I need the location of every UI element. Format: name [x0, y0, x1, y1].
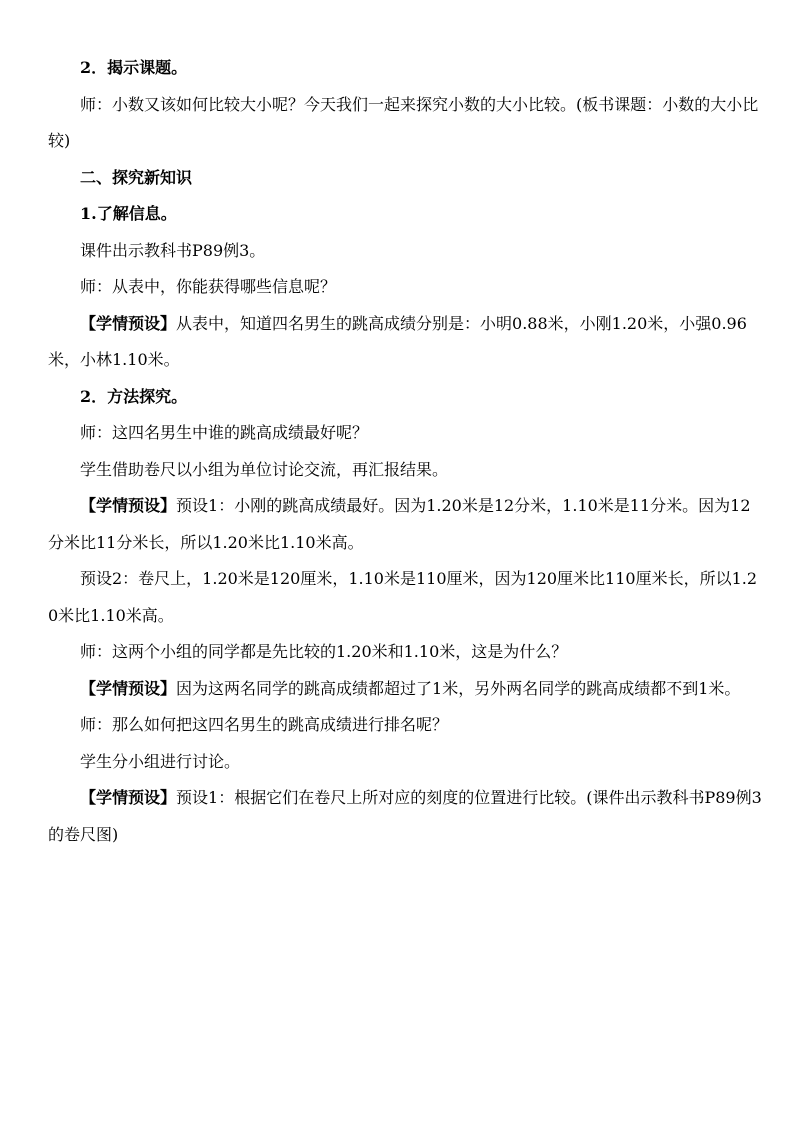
paragraph-student-preset	[48, 306, 764, 379]
paragraph-bold-text: 【学情预设】	[80, 313, 177, 333]
paragraph-bold-text: 【学情预设】	[80, 788, 177, 807]
paragraph	[48, 634, 764, 671]
paragraph-text: 从表中，知道四名男生的跳高成绩分别是：小明0.88米，小刚1.20米，小强0.96米，小林1.10米。	[48, 313, 747, 369]
paragraph	[48, 415, 764, 452]
paragraph-text: 预设1：小刚的跳高成绩最好。因为1.20米是12分米，1.10米是11分米。因为12分米比11分米长，所以1.20米比1.10米高。	[48, 496, 751, 552]
paragraph	[48, 561, 764, 634]
lesson-plan-body	[48, 50, 764, 853]
paragraph	[48, 744, 764, 781]
paragraph	[48, 269, 764, 306]
paragraph-text: 预设1：根据它们在卷尺上所对应的刻度的位置进行比较。(课件出示教科书P89例3的卷尺图)	[48, 788, 762, 844]
paragraph-bold-text: 2．方法探究。	[80, 386, 188, 406]
paragraph	[48, 87, 764, 160]
paragraph-student-preset	[48, 780, 764, 853]
paragraph-student-preset	[48, 671, 764, 708]
paragraph-bold-text: 二、探究新知识	[80, 167, 193, 187]
subheading-understand-info	[48, 196, 764, 233]
paragraph-text: 师：小数又该如何比较大小呢？今天我们一起来探究小数的大小比较。(板书课题：小数的大小比较)	[48, 94, 759, 150]
paragraph-text: 预设2：卷尺上，1.20米是120厘米，1.10米是110厘米，因为120厘米比110厘米长，所以1.20米比1.10米高。	[48, 569, 758, 625]
paragraph-text: 学生借助卷尺以小组为单位讨论交流，再汇报结果。	[80, 459, 449, 479]
paragraph-bold-text: 1.了解信息。	[80, 204, 177, 223]
paragraph-text: 师：从表中，你能获得哪些信息呢？	[80, 277, 337, 296]
paragraph	[48, 233, 764, 270]
paragraph	[48, 452, 764, 489]
paragraph-text: 师：那么如何把这四名男生的跳高成绩进行排名呢？	[80, 715, 449, 734]
heading-reveal-topic	[48, 50, 764, 87]
paragraph-bold-text: 【学情预设】	[80, 678, 177, 698]
paragraph-text: 因为这两名同学的跳高成绩都超过了1米，另外两名同学的跳高成绩都不到1米。	[176, 678, 741, 698]
paragraph-text: 课件出示教科书P89例3。	[80, 240, 266, 260]
paragraph-text: 师：这四名男生中谁的跳高成绩最好呢？	[80, 423, 369, 442]
subheading-method-explore	[48, 379, 764, 416]
paragraph-text: 师：这两个小组的同学都是先比较的1.20米和1.10米，这是为什么？	[80, 642, 568, 661]
paragraph-bold-text: 2．揭示课题。	[80, 58, 188, 77]
paragraph	[48, 707, 764, 744]
paragraph-student-preset	[48, 488, 764, 561]
section-heading	[48, 160, 764, 197]
paragraph-text: 学生分小组进行讨论。	[80, 751, 241, 771]
paragraph-bold-text: 【学情预设】	[80, 496, 177, 515]
